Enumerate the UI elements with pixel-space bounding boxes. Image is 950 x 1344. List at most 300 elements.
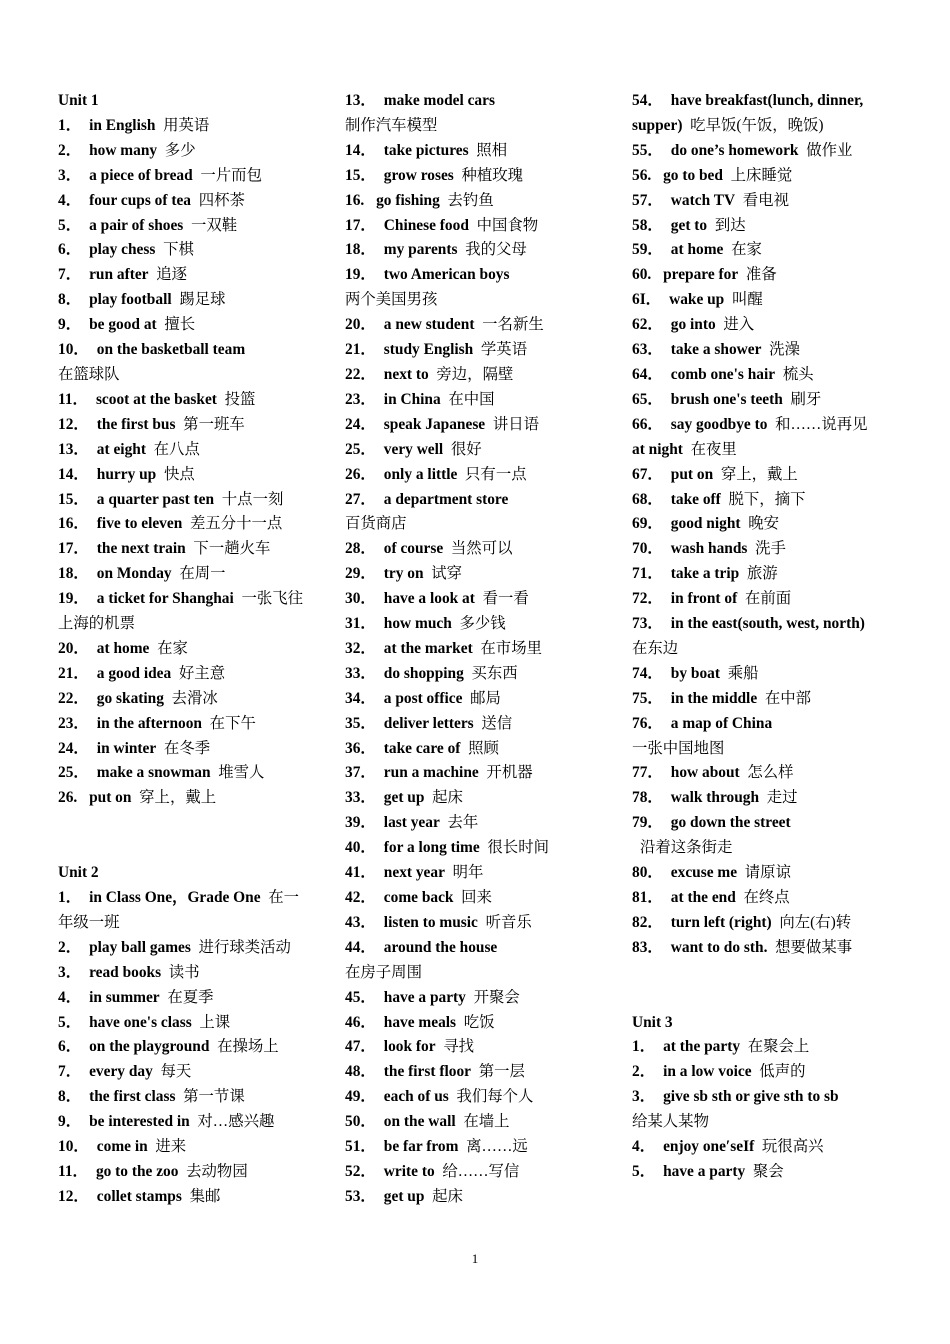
english-phrase: get up bbox=[383, 1187, 425, 1205]
entry-number: 16. bbox=[345, 191, 369, 209]
chinese-translation: 在八点 bbox=[153, 440, 200, 458]
chinese-translation: 在操场上 bbox=[217, 1038, 279, 1056]
english-phrase: a good idea bbox=[96, 664, 172, 682]
unit-heading-text: Unit 3 bbox=[632, 1013, 673, 1031]
unit-heading bbox=[632, 1011, 892, 1036]
chinese-translation: 在中部 bbox=[764, 689, 812, 707]
vocab-entry bbox=[632, 214, 892, 239]
column-1 bbox=[58, 89, 328, 1210]
vocab-entry bbox=[632, 587, 892, 612]
english-phrase: prepare for bbox=[663, 266, 739, 284]
english-phrase: by boat bbox=[670, 664, 720, 682]
english-phrase: play football bbox=[89, 291, 172, 309]
english-phrase: a piece of bread bbox=[89, 166, 193, 184]
chinese-translation: 梳头 bbox=[782, 365, 814, 383]
entry-number: 48． bbox=[345, 1063, 376, 1081]
chinese-translation: 堆雪人 bbox=[218, 764, 265, 782]
vocab-entry bbox=[632, 189, 892, 214]
english-phrase: in front of bbox=[670, 590, 738, 608]
entry-number: 26． bbox=[345, 465, 376, 483]
english-phrase: how many bbox=[89, 141, 158, 159]
chinese-translation: 起床 bbox=[432, 789, 463, 807]
english-phrase: be far from bbox=[383, 1138, 459, 1156]
entry-number: 32． bbox=[345, 639, 376, 657]
entry-number: 17． bbox=[58, 540, 89, 558]
entry-number: 16． bbox=[58, 515, 89, 533]
entry-number: 82． bbox=[632, 913, 663, 931]
english-phrase: in English bbox=[89, 116, 156, 134]
entry-number: 50． bbox=[345, 1113, 376, 1131]
chinese-translation: 在一 bbox=[268, 888, 300, 906]
vocab-entry bbox=[345, 338, 620, 363]
vocab-entry bbox=[632, 662, 892, 687]
entry-number: 35． bbox=[345, 714, 376, 732]
vocab-entry bbox=[632, 488, 892, 513]
vocab-entry bbox=[345, 886, 620, 911]
english-phrase: only a little bbox=[383, 465, 458, 483]
vocab-entry bbox=[632, 338, 892, 363]
vocab-entry-continuation bbox=[58, 911, 328, 936]
chinese-translation: 吃饭 bbox=[463, 1013, 495, 1031]
entry-number: 20． bbox=[58, 639, 89, 657]
english-phrase: hurry up bbox=[96, 465, 157, 483]
vocab-entry bbox=[58, 114, 328, 139]
chinese-translation: 沿着这条街走 bbox=[640, 839, 733, 857]
english-phrase: write to bbox=[383, 1162, 435, 1180]
vocab-entry bbox=[345, 1085, 620, 1110]
vocab-entry bbox=[632, 1035, 892, 1060]
english-phrase: a department store bbox=[383, 490, 509, 508]
chinese-translation: 想要做某事 bbox=[775, 938, 853, 956]
chinese-translation: 用英语 bbox=[163, 116, 210, 134]
chinese-translation: 上床睡觉 bbox=[730, 166, 793, 184]
english-phrase: walk through bbox=[670, 789, 760, 807]
chinese-translation: 年级一班 bbox=[58, 913, 120, 931]
entry-number: 3． bbox=[58, 963, 82, 981]
vocab-entry bbox=[632, 463, 892, 488]
chinese-translation: 送信 bbox=[481, 714, 513, 732]
vocab-entry bbox=[58, 662, 328, 687]
chinese-translation: 回来 bbox=[461, 889, 492, 906]
chinese-translation: 请原谅 bbox=[744, 864, 791, 882]
entry-number: 5． bbox=[58, 1013, 82, 1031]
chinese-translation: 在前面 bbox=[744, 590, 792, 608]
vocab-entry bbox=[58, 288, 328, 313]
entry-number: 10． bbox=[58, 1138, 89, 1156]
vocab-entry bbox=[345, 986, 620, 1011]
chinese-translation: 向左(右)转 bbox=[779, 913, 852, 931]
chinese-translation: 照相 bbox=[476, 141, 508, 159]
english-phrase: do shopping bbox=[383, 664, 464, 682]
vocab-entry bbox=[345, 537, 620, 562]
vocab-entry bbox=[58, 438, 328, 463]
english-phrase: take off bbox=[670, 490, 721, 508]
chinese-translation: 一片而包 bbox=[200, 166, 262, 184]
entry-number: 56. bbox=[632, 166, 656, 184]
chinese-translation: 上海的机票 bbox=[58, 615, 135, 633]
vocab-entry bbox=[58, 587, 328, 612]
vocab-entry bbox=[58, 139, 328, 164]
entry-number: 29． bbox=[345, 565, 376, 583]
english-phrase: of course bbox=[383, 540, 444, 558]
entry-number: 64． bbox=[632, 365, 663, 383]
chinese-translation: 在下午 bbox=[209, 714, 256, 732]
chinese-translation: 去滑冰 bbox=[171, 689, 218, 707]
vocab-entry bbox=[345, 413, 620, 438]
english-phrase: at home bbox=[96, 639, 150, 657]
chinese-translation: 到达 bbox=[714, 216, 746, 234]
vocab-entry bbox=[345, 737, 620, 762]
english-phrase: come back bbox=[383, 889, 454, 906]
vocab-entry bbox=[58, 263, 328, 288]
entry-number: 19． bbox=[345, 266, 376, 284]
vocab-entry bbox=[632, 936, 892, 961]
english-phrase: have meals bbox=[383, 1013, 457, 1031]
vocab-entry bbox=[632, 413, 892, 438]
vocab-entry bbox=[345, 637, 620, 662]
english-phrase: each of us bbox=[383, 1088, 449, 1106]
vocab-entry bbox=[58, 537, 328, 562]
english-phrase: put on bbox=[670, 465, 714, 483]
entry-number: 13． bbox=[58, 440, 89, 458]
chinese-translation: 走过 bbox=[766, 789, 798, 807]
vocab-entry bbox=[632, 761, 892, 786]
english-phrase: around the house bbox=[383, 938, 498, 956]
english-phrase: the first class bbox=[89, 1088, 176, 1106]
chinese-translation: 刷牙 bbox=[790, 390, 822, 408]
vocab-entry bbox=[58, 413, 328, 438]
english-phrase: in the east(south, west, north) bbox=[670, 615, 865, 633]
english-phrase: my parents bbox=[383, 241, 458, 259]
english-phrase: give sb sth or give sth to sb bbox=[663, 1088, 839, 1106]
english-phrase: watch TV bbox=[670, 191, 736, 209]
vocab-entry bbox=[58, 214, 328, 239]
vocab-entry bbox=[345, 811, 620, 836]
english-phrase: next to bbox=[383, 365, 429, 383]
english-phrase: brush one's teeth bbox=[670, 390, 783, 408]
vocab-entry bbox=[58, 164, 328, 189]
entry-number: 78． bbox=[632, 789, 663, 807]
vocab-entry bbox=[58, 1185, 328, 1210]
entry-number: 5． bbox=[632, 1162, 656, 1180]
entry-number: 24． bbox=[345, 415, 376, 433]
vocab-entry bbox=[58, 786, 328, 811]
chinese-translation: 离……远 bbox=[466, 1138, 528, 1156]
chinese-translation: 去钓鱼 bbox=[447, 191, 494, 209]
vocab-entry bbox=[632, 811, 892, 836]
chinese-translation: 吃早饭(午饭，晚饭) bbox=[690, 116, 824, 134]
entry-number: 22． bbox=[345, 365, 376, 383]
english-phrase: go to bed bbox=[663, 166, 723, 184]
vocab-entry bbox=[632, 288, 892, 313]
entry-number: 31． bbox=[345, 615, 376, 633]
vocab-entry-continuation bbox=[345, 114, 620, 139]
english-phrase: turn left (right) bbox=[670, 913, 772, 931]
english-phrase: at home bbox=[670, 241, 724, 259]
vocab-entry bbox=[345, 463, 620, 488]
chinese-translation: 一张飞往 bbox=[241, 590, 304, 608]
vocab-entry bbox=[58, 238, 328, 263]
chinese-translation: 在家 bbox=[731, 241, 762, 259]
english-phrase: be interested in bbox=[89, 1113, 190, 1131]
chinese-translation: 读书 bbox=[168, 963, 200, 981]
entry-number: 14． bbox=[345, 141, 376, 159]
entry-number: 12． bbox=[58, 1187, 89, 1205]
chinese-translation: 旁边，隔壁 bbox=[436, 365, 514, 383]
vocab-entry bbox=[345, 189, 620, 214]
chinese-translation: 我们每个人 bbox=[456, 1088, 534, 1106]
english-phrase: scoot at the basket bbox=[95, 390, 217, 408]
english-phrase: go to the zoo bbox=[95, 1162, 179, 1180]
vocab-entry bbox=[345, 263, 620, 288]
english-phrase: deliver letters bbox=[383, 714, 474, 732]
english-phrase: a quarter past ten bbox=[96, 490, 215, 508]
english-phrase: take a shower bbox=[670, 341, 762, 359]
english-phrase: study English bbox=[383, 341, 474, 359]
chinese-translation: 在中国 bbox=[448, 390, 495, 408]
entry-number: 22． bbox=[58, 689, 89, 707]
english-phrase: go into bbox=[670, 316, 716, 334]
vocab-entry bbox=[58, 1085, 328, 1110]
chinese-translation: 听音乐 bbox=[485, 913, 532, 931]
vocab-entry bbox=[58, 463, 328, 488]
entry-number: 19． bbox=[58, 590, 89, 608]
vocab-entry bbox=[345, 662, 620, 687]
entry-number: 1． bbox=[58, 888, 82, 906]
entry-number: 81． bbox=[632, 889, 663, 906]
english-phrase: have a party bbox=[383, 988, 466, 1006]
chinese-translation: 看一看 bbox=[482, 590, 529, 608]
entry-number: 69． bbox=[632, 515, 663, 533]
entry-number: 3． bbox=[58, 166, 82, 184]
chinese-translation: 在冬季 bbox=[163, 739, 211, 757]
chinese-translation: 照顾 bbox=[468, 739, 499, 757]
english-phrase: at night bbox=[632, 440, 683, 458]
entry-number: 6． bbox=[58, 1038, 82, 1056]
english-phrase: next year bbox=[383, 864, 445, 882]
entry-number: 7． bbox=[58, 1063, 82, 1081]
entry-number: 21． bbox=[345, 341, 376, 359]
chinese-translation: 准备 bbox=[745, 266, 777, 284]
vocab-entry-continuation bbox=[632, 438, 892, 463]
english-phrase: on the playground bbox=[89, 1038, 210, 1056]
vocab-entry bbox=[345, 1135, 620, 1160]
vocab-entry bbox=[58, 1060, 328, 1085]
english-phrase: comb one's hair bbox=[670, 365, 776, 383]
vocab-entry bbox=[58, 737, 328, 762]
vocab-entry bbox=[345, 89, 620, 114]
entry-number: 76． bbox=[632, 714, 663, 732]
chinese-translation: 在墙上 bbox=[463, 1113, 510, 1131]
vocab-entry-continuation bbox=[632, 114, 892, 139]
entry-number: 11． bbox=[58, 390, 88, 408]
vocab-entry-continuation bbox=[632, 836, 892, 861]
chinese-translation: 追逐 bbox=[156, 266, 187, 284]
chinese-translation: 在周一 bbox=[179, 565, 226, 583]
chinese-translation: 只有一点 bbox=[465, 465, 527, 483]
chinese-translation: 进入 bbox=[723, 316, 755, 334]
entry-number: 25． bbox=[345, 440, 376, 458]
chinese-translation: 差五分十一点 bbox=[189, 515, 283, 533]
vocab-entry bbox=[345, 612, 620, 637]
entry-number: 9． bbox=[58, 1113, 82, 1131]
entry-number: 58． bbox=[632, 216, 663, 234]
entry-number: 28． bbox=[345, 540, 376, 558]
english-phrase: wake up bbox=[669, 291, 725, 309]
english-phrase: at eight bbox=[96, 440, 146, 458]
entry-number: 6I． bbox=[632, 291, 662, 309]
entry-number: 83． bbox=[632, 938, 663, 956]
chinese-translation: 十点一刻 bbox=[221, 490, 284, 508]
english-phrase: excuse me bbox=[670, 864, 738, 882]
vocab-entry bbox=[345, 861, 620, 886]
vocab-entry bbox=[58, 1160, 328, 1185]
vocab-entry bbox=[632, 886, 892, 911]
chinese-translation: 脱下，摘下 bbox=[728, 490, 806, 508]
vocab-entry bbox=[345, 836, 620, 861]
entry-number: 10． bbox=[58, 341, 89, 359]
chinese-translation: 两个美国男孩 bbox=[345, 291, 438, 309]
vocab-entry bbox=[632, 562, 892, 587]
entry-number: 40． bbox=[345, 839, 376, 857]
english-phrase: the next train bbox=[96, 540, 186, 558]
english-phrase: on the basketball team bbox=[96, 341, 246, 359]
chinese-translation: 很好 bbox=[450, 440, 482, 458]
chinese-translation: 穿上，戴上 bbox=[139, 789, 217, 807]
english-phrase: for a long time bbox=[383, 839, 480, 857]
vocab-entry bbox=[345, 687, 620, 712]
english-phrase: at the end bbox=[670, 889, 736, 906]
english-phrase: go skating bbox=[96, 689, 164, 707]
chinese-translation: 第一班车 bbox=[183, 415, 245, 433]
vocab-entry bbox=[632, 786, 892, 811]
english-phrase: supper) bbox=[632, 116, 683, 134]
entry-number: 2． bbox=[58, 938, 82, 956]
entry-number: 8． bbox=[58, 1088, 82, 1106]
entry-number: 71． bbox=[632, 565, 663, 583]
english-phrase: enjoy one′seIf bbox=[663, 1138, 755, 1156]
english-phrase: go down the street bbox=[670, 814, 791, 832]
chinese-translation: 洗澡 bbox=[769, 341, 800, 359]
english-phrase: say goodbye to bbox=[670, 415, 768, 433]
entry-number: 7． bbox=[58, 266, 82, 284]
vocab-entry bbox=[345, 214, 620, 239]
chinese-translation: 一双鞋 bbox=[191, 216, 238, 234]
entry-number: 2． bbox=[58, 141, 82, 159]
entry-number: 33． bbox=[345, 789, 376, 807]
english-phrase: in the middle bbox=[670, 689, 758, 707]
english-phrase: every day bbox=[89, 1063, 153, 1081]
english-phrase: take pictures bbox=[383, 141, 469, 159]
english-phrase: Chinese food bbox=[383, 216, 469, 234]
english-phrase: a map of China bbox=[670, 714, 773, 732]
entry-number: 67． bbox=[632, 465, 663, 483]
chinese-translation: 看电视 bbox=[742, 191, 789, 209]
chinese-translation: 聚会 bbox=[752, 1162, 784, 1180]
vocab-entry bbox=[58, 712, 328, 737]
vocab-entry bbox=[58, 1135, 328, 1160]
entry-number: 34． bbox=[345, 689, 376, 707]
chinese-translation: 一张中国地图 bbox=[632, 739, 725, 757]
vocab-entry bbox=[345, 1035, 620, 1060]
english-phrase: on Monday bbox=[96, 565, 172, 583]
english-phrase: have one's class bbox=[89, 1013, 192, 1031]
english-phrase: a pair of shoes bbox=[89, 216, 184, 234]
english-phrase: four cups of tea bbox=[89, 191, 191, 209]
vocab-entry bbox=[632, 263, 892, 288]
vocab-entry bbox=[345, 587, 620, 612]
vocab-entry bbox=[58, 687, 328, 712]
chinese-translation: 第一节课 bbox=[183, 1088, 245, 1106]
vocab-entry bbox=[58, 512, 328, 537]
english-phrase: the first bus bbox=[96, 415, 176, 433]
english-phrase: in a low voice bbox=[663, 1063, 752, 1081]
english-phrase: come in bbox=[96, 1138, 148, 1156]
vocab-entry bbox=[345, 139, 620, 164]
unit-heading bbox=[58, 861, 328, 886]
chinese-translation: 和……说再见 bbox=[775, 415, 868, 433]
chinese-translation: 寻找 bbox=[443, 1038, 475, 1056]
vocab-entry bbox=[345, 363, 620, 388]
english-phrase: have a look at bbox=[383, 590, 475, 608]
english-phrase: listen to music bbox=[383, 913, 478, 931]
chinese-translation: 集邮 bbox=[189, 1187, 221, 1205]
chinese-translation: 给某人某物 bbox=[632, 1113, 709, 1131]
chinese-translation: 在市场里 bbox=[480, 639, 542, 657]
entry-number: 73． bbox=[632, 615, 663, 633]
vocab-entry bbox=[345, 936, 620, 961]
english-phrase: try on bbox=[383, 565, 424, 583]
vocab-entry bbox=[58, 189, 328, 214]
chinese-translation: 做作业 bbox=[806, 141, 853, 159]
chinese-translation: 第一层 bbox=[478, 1063, 525, 1081]
entry-number: 11． bbox=[58, 1162, 88, 1180]
english-phrase: get to bbox=[670, 216, 708, 234]
vocab-entry bbox=[345, 388, 620, 413]
entry-number: 53． bbox=[345, 1187, 376, 1205]
chinese-translation: 中国食物 bbox=[476, 216, 539, 234]
chinese-translation: 去年 bbox=[447, 814, 479, 832]
entry-number: 37． bbox=[345, 764, 376, 782]
english-phrase: in Class One，Grade One bbox=[89, 888, 261, 906]
vocab-entry bbox=[345, 1160, 620, 1185]
entry-number: 9． bbox=[58, 316, 82, 334]
english-phrase: be good at bbox=[89, 316, 157, 334]
vocab-entry bbox=[632, 1085, 892, 1110]
chinese-translation: 多少钱 bbox=[459, 615, 506, 633]
chinese-translation: 去动物园 bbox=[186, 1162, 248, 1180]
vocab-entry bbox=[58, 488, 328, 513]
entry-number: 79． bbox=[632, 814, 663, 832]
vocab-entry bbox=[58, 936, 328, 961]
chinese-translation: 在东边 bbox=[632, 639, 679, 657]
entry-number: 49． bbox=[345, 1088, 376, 1106]
unit-heading-text: Unit 2 bbox=[58, 864, 99, 882]
entry-number: 39． bbox=[345, 814, 376, 832]
chinese-translation: 好主意 bbox=[178, 664, 226, 682]
unit-heading bbox=[58, 89, 328, 114]
entry-number: 15． bbox=[58, 490, 89, 508]
chinese-translation: 快点 bbox=[163, 465, 195, 483]
entry-number: 17． bbox=[345, 216, 376, 234]
english-phrase: wash hands bbox=[670, 540, 748, 558]
chinese-translation: 很长时间 bbox=[487, 839, 549, 857]
section-gap bbox=[58, 811, 328, 861]
entry-number: 68． bbox=[632, 490, 663, 508]
entry-number: 62． bbox=[632, 316, 663, 334]
entry-number: 63． bbox=[632, 341, 663, 359]
entry-number: 57． bbox=[632, 191, 663, 209]
